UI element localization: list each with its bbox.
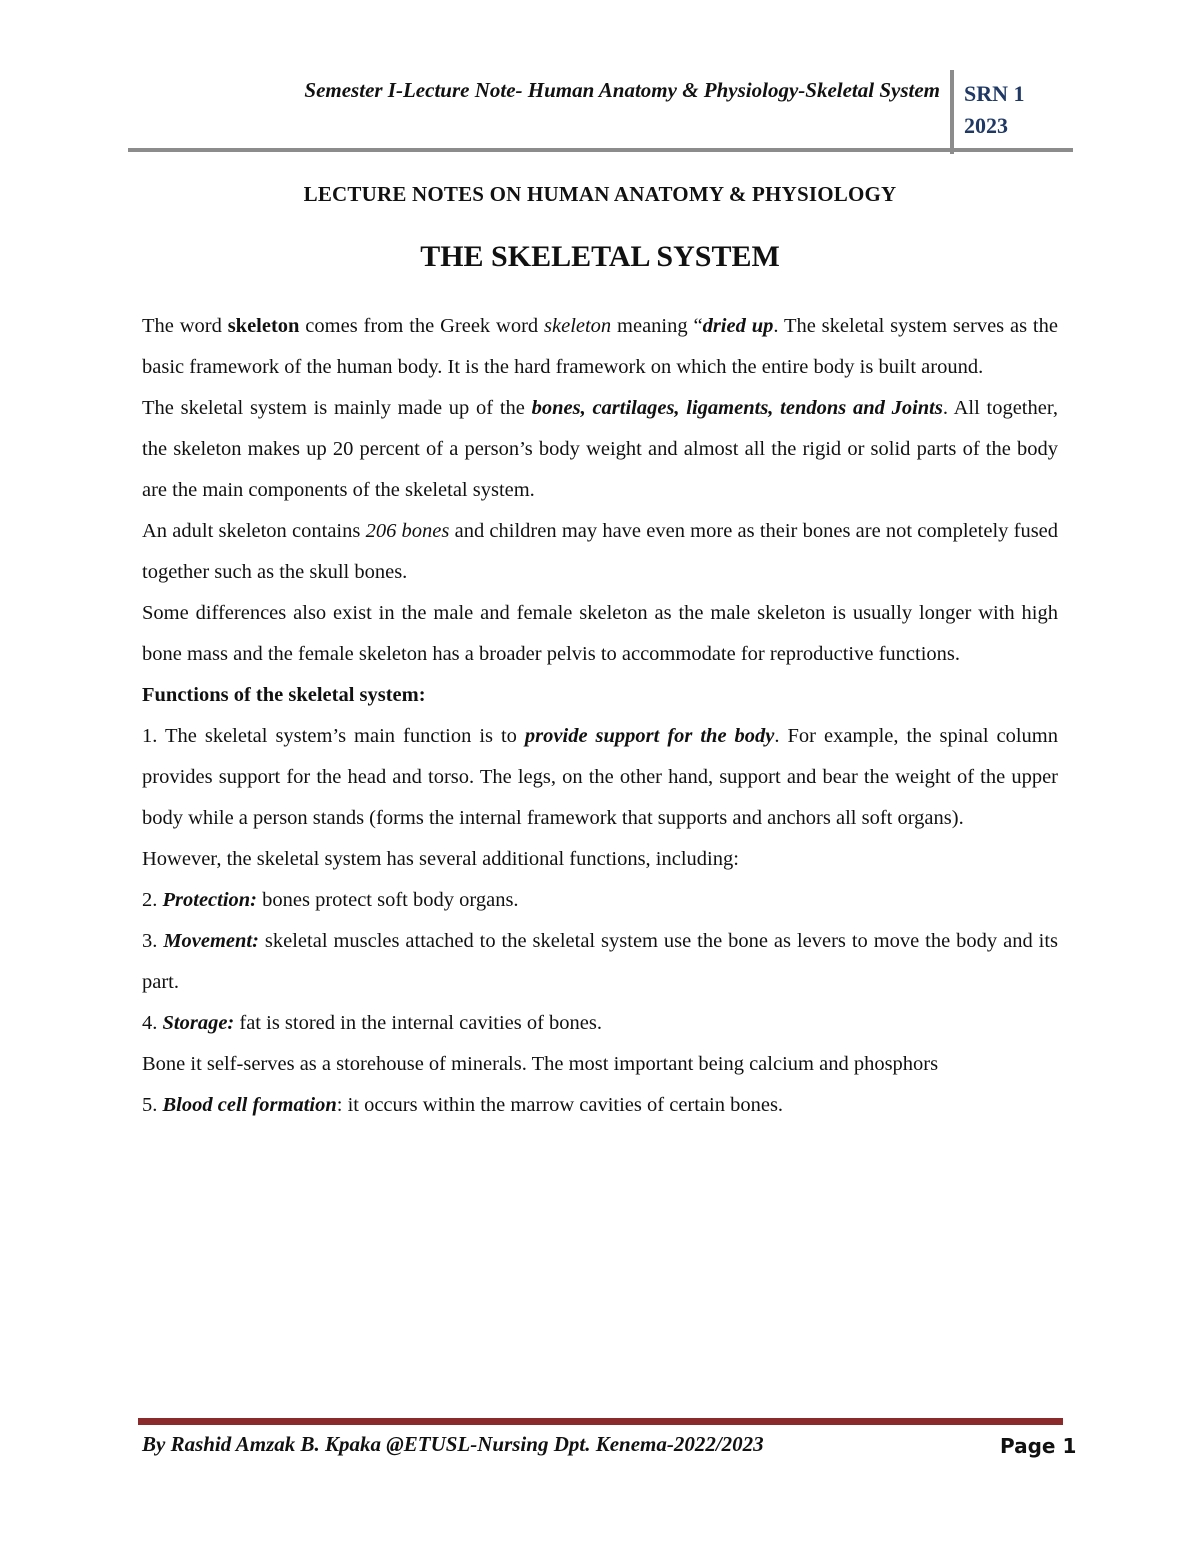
function-item-2: 2. Protection: bones protect soft body organs. (142, 889, 519, 911)
function-item-5: 5. Blood cell formation: it occurs within the marrow cavities of certain bones. (142, 1094, 784, 1116)
footer-author: By Rashid Amzak B. Kpaka @ETUSL-Nursing Dpt. Kenema-2022/2023 (142, 1432, 764, 1456)
footer-rule (138, 1418, 1063, 1425)
header-title: Semester I-Lecture Note- Human Anatomy & Physiology-Skeletal System (304, 78, 940, 102)
paragraph-intro: The word skeleton comes from the Greek word skeleton meaning “dried up. The skeletal system serves as the basic framework of the human body. It is the hard framework on which the entire body is built around. (142, 315, 1058, 378)
page-number: Page 1 (1000, 1434, 1077, 1458)
paragraph-additional: However, the skeletal system has several additional functions, including: (142, 848, 739, 870)
header-rule (128, 148, 1073, 152)
header-code-line1: SRN 1 (964, 81, 1025, 106)
function-item-3: 3. Movement: skeletal muscles attached to the skeletal system use the bone as levers to move the body and its part. (142, 930, 1058, 993)
course-title: LECTURE NOTES ON HUMAN ANATOMY & PHYSIOLOGY (303, 182, 897, 206)
functions-heading: Functions of the skeletal system: (142, 684, 426, 706)
function-item-4: 4. Storage: fat is stored in the internal cavities of bones. (142, 1012, 603, 1034)
paragraph-bone-count: An adult skeleton contains 206 bones and children may have even more as their bones are not completely fused together such as the skull bones. (142, 520, 1059, 583)
header-code-line2: 2023 (964, 113, 1008, 138)
paragraph-components: The skeletal system is mainly made up of the bones, cartilages, ligaments, tendons and Joints. All together, the skeleton makes up 20 percent of a person’s body weight and almost all the rigid or solid parts of the body are the main components of the skeletal system. (142, 397, 1058, 501)
paragraph-differences: Some differences also exist in the male and female skeleton as the male skeleton is usually longer with high bone mass and the female skeleton has a broader pelvis to accommodate for reproductive functions. (142, 602, 1058, 665)
document-body (142, 306, 1058, 1126)
header-code (964, 78, 1025, 142)
main-title: THE SKELETAL SYSTEM (420, 240, 780, 273)
function-item-1: 1. The skeletal system’s main function is to provide support for the body. For example, the spinal column provides support for the head and torso. The legs, on the other hand, support and bear the weight of the upper body while a person stands (forms the internal framework that supports and anchors all soft organs). (142, 725, 1058, 829)
header-separator (950, 70, 954, 154)
paragraph-storehouse: Bone it self-serves as a storehouse of minerals. The most important being calcium and phosphors (142, 1053, 939, 1075)
